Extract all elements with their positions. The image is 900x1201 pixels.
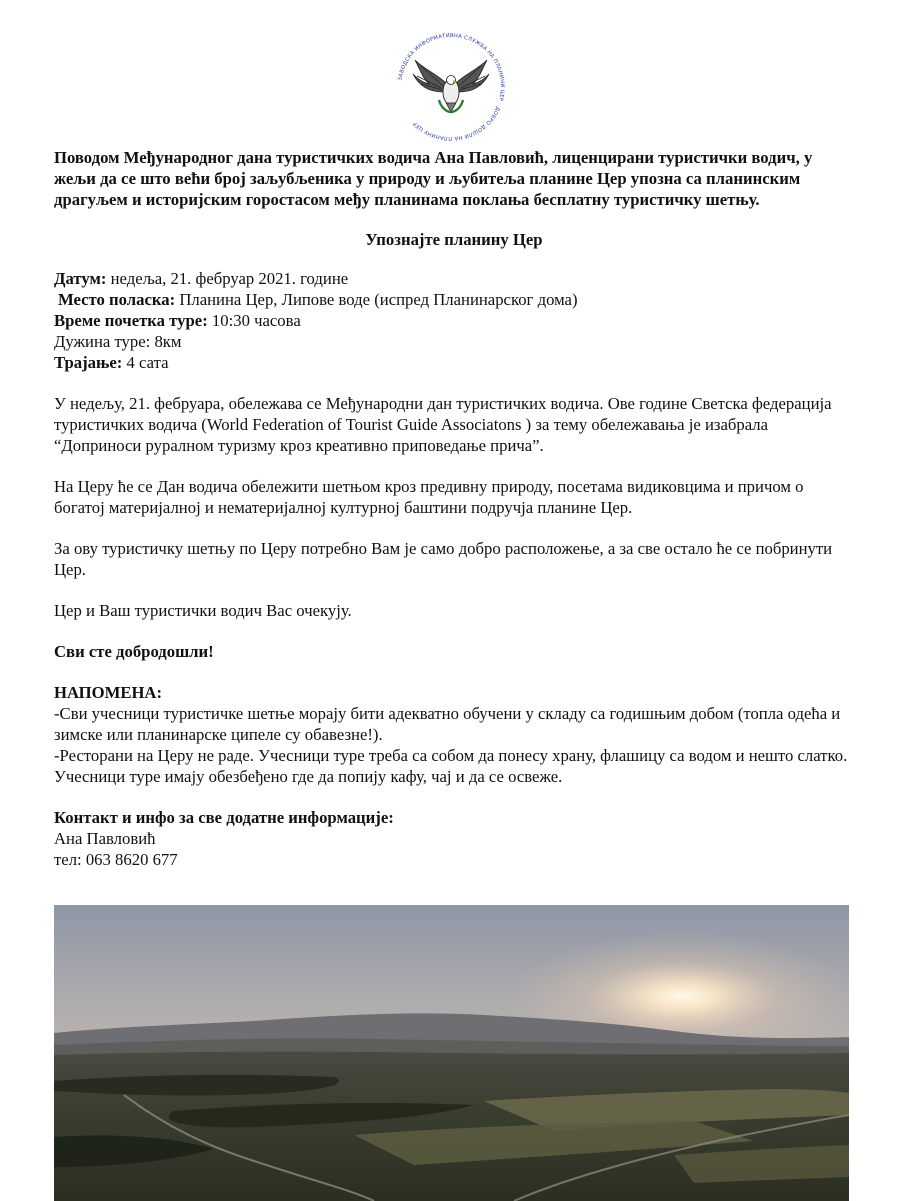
- paragraph-walk: На Церу ће се Дан водича обележити шетњом кроз предивну природу, посетама видиковцима и причом о богатој материјалној и нематеријалној културној баштини подручја планине Цер.: [54, 477, 804, 517]
- place-row: [54, 289, 854, 310]
- place-label: Место поласка:: [58, 290, 176, 309]
- note-line: -Ресторани на Церу не раде. Учесници туре треба са собом да понесу храну, флашицу са водом и нешто слатко. Учесници туре имају обезбеђено где да попију кафу, чај и да се освеже.: [54, 746, 848, 786]
- logo-ring-text: ЗАВОДСКА ИНФОРМАТИВНА СЛУЖБА НА ПЛАНИНИ ЦЕР · ДОБРО ДОШЛИ НА ПЛАНИНУ ЦЕР: [397, 32, 506, 142]
- duration-row: [54, 352, 854, 373]
- paragraph-mood: За ову туристичку шетњу по Церу потребно Вам је само добро расположење, а за све остало ће се побринути Цер.: [54, 539, 833, 579]
- date-label: Датум:: [54, 269, 107, 288]
- event-heading: Упознајте планину Цер: [365, 230, 543, 249]
- time-label: Време почетка туре:: [54, 311, 208, 330]
- duration-value: 4 сата: [122, 353, 169, 372]
- contact-name: Ана Павловић: [54, 829, 156, 848]
- event-details: [54, 268, 854, 373]
- landscape-photo: [54, 905, 849, 1201]
- date-value: недеља, 21. фебруар 2021. године: [106, 269, 349, 288]
- intro-paragraph: Поводом Међународног дана туристичких водича Ана Павловић, лиценцирани туристички водич, у жељи да се што већи број заљубљеника у природу и љубитеља планине Цер упозна са планинским драгуљем и историјским горостасом међу планинама поклања бесплатну туристичку шетњу.: [54, 148, 813, 209]
- paragraph-expect: Цер и Ваш туристички водич Вас очекују.: [54, 601, 352, 620]
- welcome-text: Сви сте добродошли!: [54, 642, 214, 661]
- date-row: [54, 268, 854, 289]
- length-row: Дужина туре: 8км: [54, 332, 182, 351]
- eagle-icon: [413, 60, 489, 112]
- duration-label: Трајање:: [54, 353, 123, 372]
- invitation-text: [54, 147, 854, 870]
- place-value: Планина Цер, Липове воде (испред Планинарског дома): [175, 290, 578, 309]
- note-title: НАПОМЕНА:: [54, 683, 163, 702]
- paragraph-guide-day: У недељу, 21. фебруара, обележава се Међународни дан туристичких водича. Ове године Светска федерација туристичких водича (World Federation of Tourist Guide Associatons ) за тему обележавања је изабрала “Доприноси руралном туризму кроз креативно приповедање прича”.: [54, 394, 832, 455]
- organization-logo: [388, 24, 514, 150]
- contact-title: Контакт и инфо за све додатне информације:: [54, 808, 394, 827]
- time-row: [54, 310, 854, 331]
- note-line: -Сви учесници туристичке шетње морају бити адекватно обучени у складу са годишњим добом (топла одећа и зимске или планинарске ципеле су обавезне!).: [54, 704, 841, 744]
- time-value: 10:30 часова: [207, 311, 301, 330]
- contact-phone: тел: 063 8620 677: [54, 850, 178, 869]
